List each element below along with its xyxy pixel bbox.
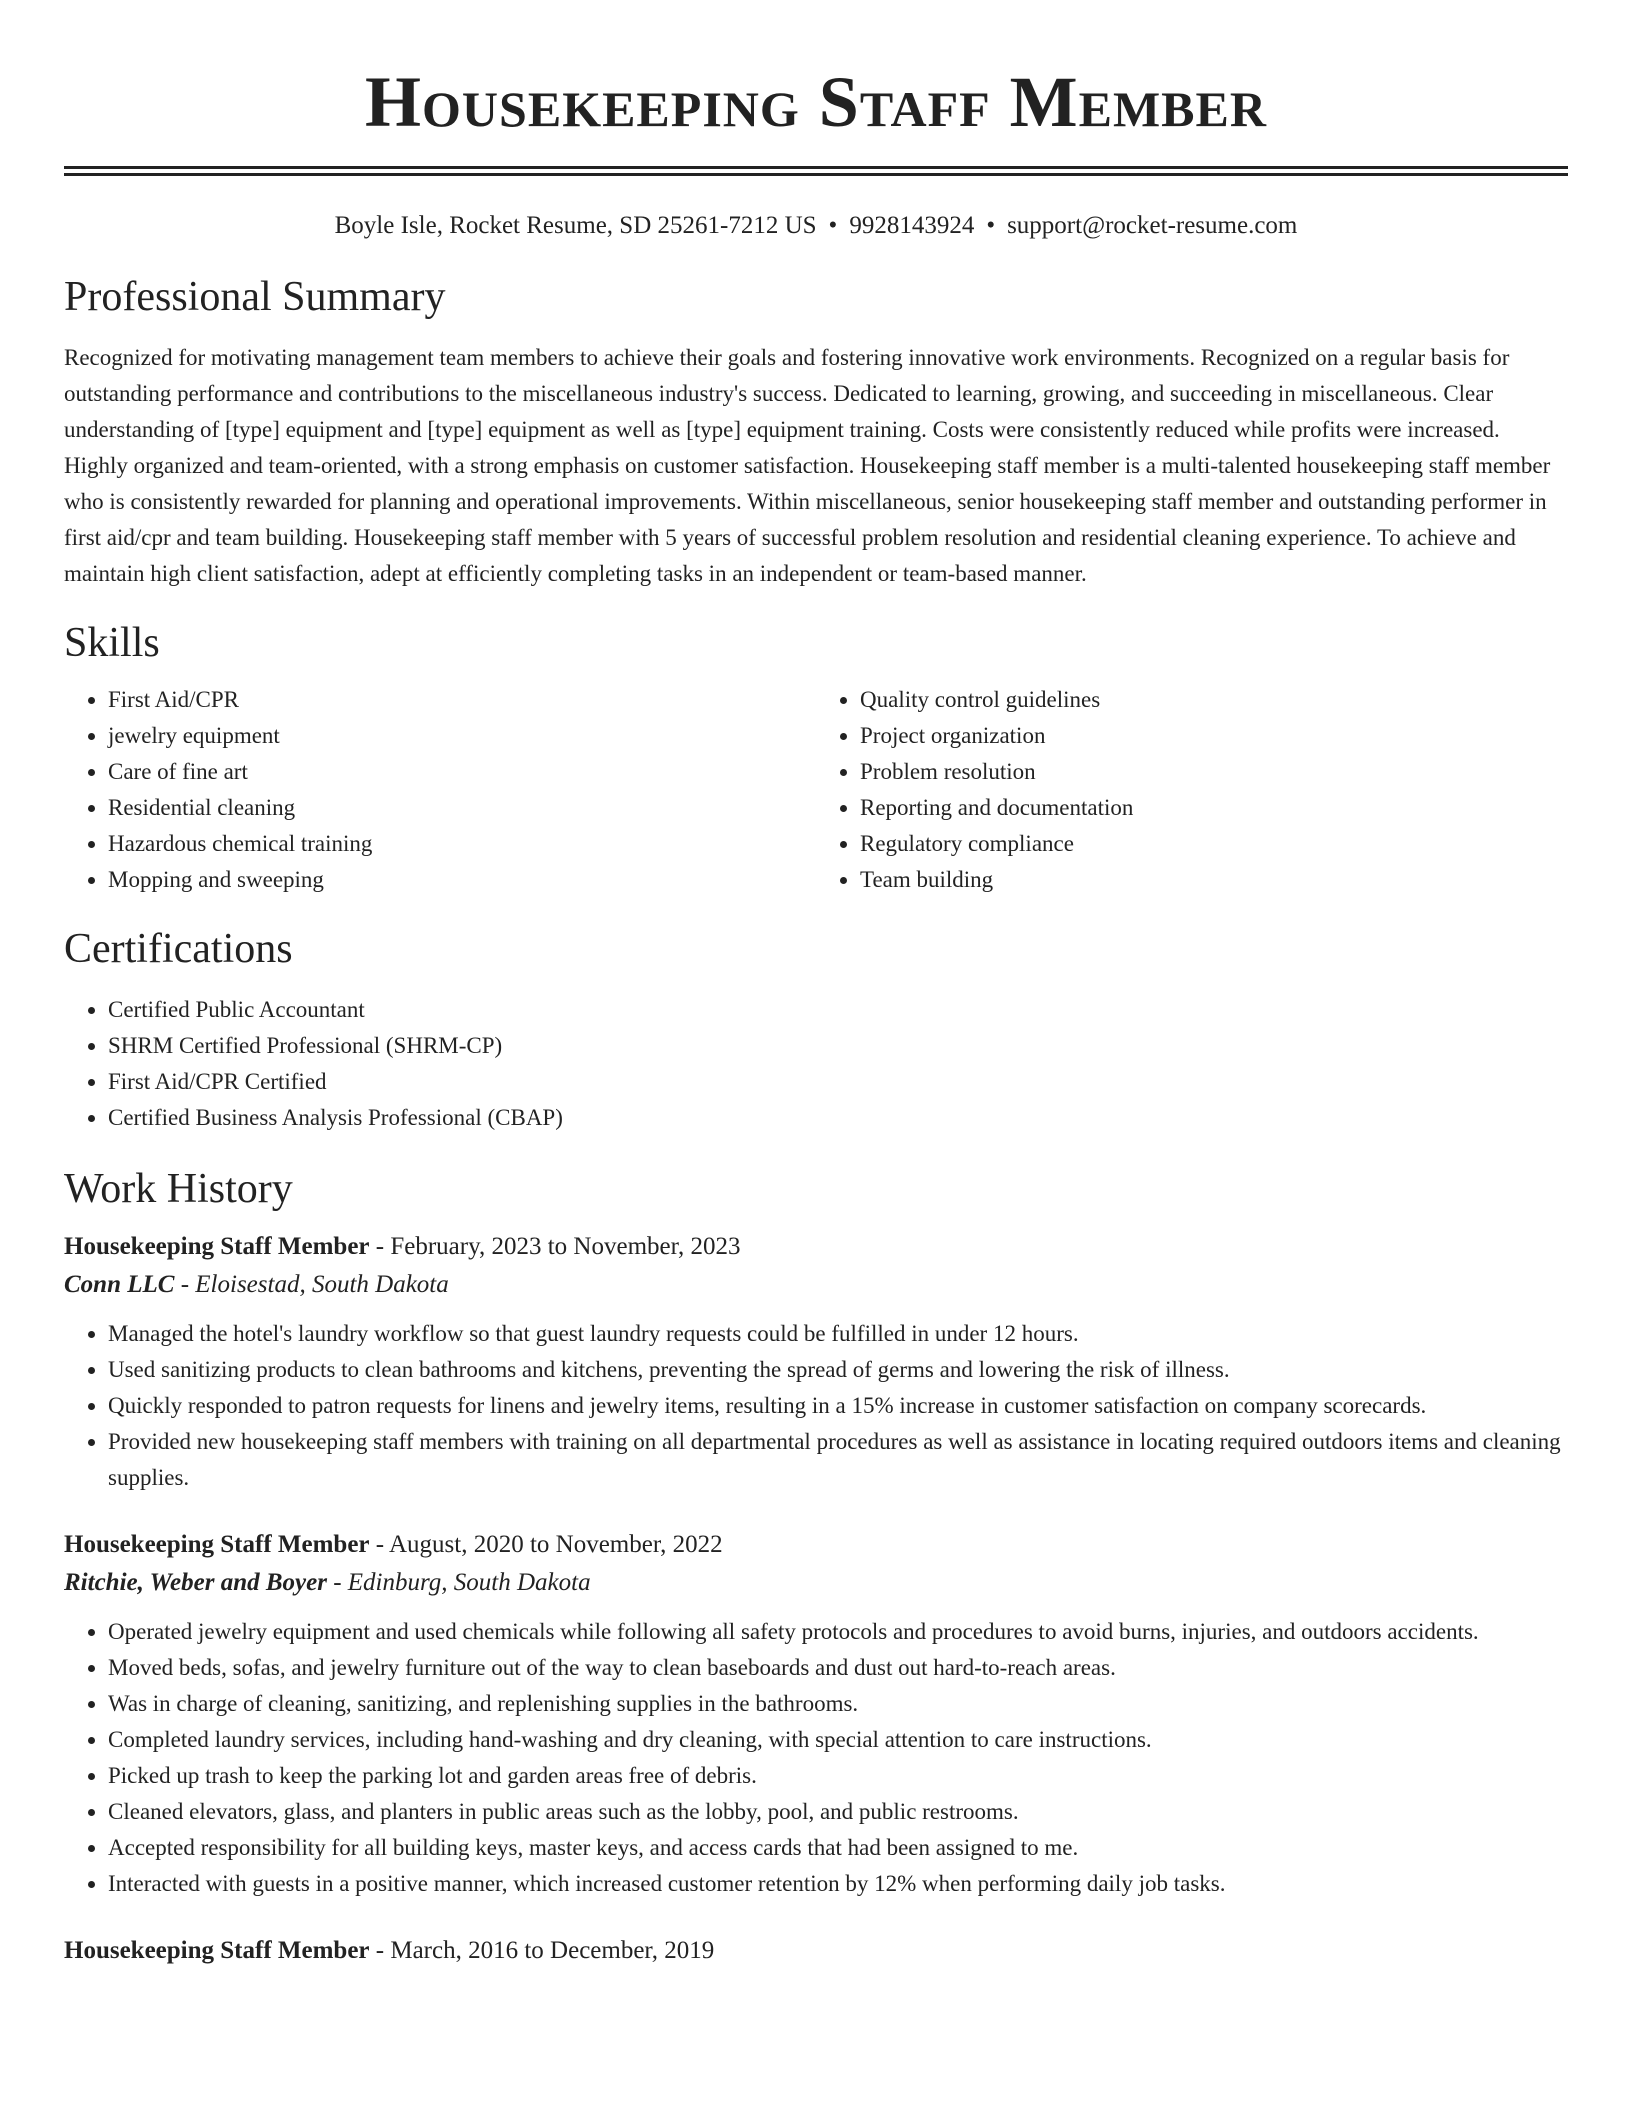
skill-item: • Problem resolution bbox=[860, 754, 1568, 790]
certification-item: • Certified Public Accountant bbox=[108, 992, 1568, 1028]
contact-email: support@rocket-resume.com bbox=[1007, 212, 1298, 239]
job-title: Housekeeping Staff Member bbox=[64, 1233, 370, 1260]
job-company: Ritchie, Weber and Boyer bbox=[64, 1569, 327, 1596]
certification-item: • SHRM Certified Professional (SHRM-CP) bbox=[108, 1028, 1568, 1064]
job-bullet: • Cleaned elevators, glass, and planters in public areas such as the lobby, pool, and public restrooms. bbox=[108, 1794, 1568, 1830]
job-bullet: • Picked up trash to keep the parking lot and garden areas free of debris. bbox=[108, 1758, 1568, 1794]
skills-left-column bbox=[64, 682, 816, 898]
job-bullet: • Operated jewelry equipment and used chemicals while following all safety protocols and procedures to avoid burns, injuries, and outdoors accidents. bbox=[108, 1614, 1568, 1650]
job-bullet: • Completed laundry services, including hand-washing and dry cleaning, with special attention to care instructions. bbox=[108, 1722, 1568, 1758]
job-location: - Edinburg, South Dakota bbox=[326, 1569, 591, 1596]
job-location: - Eloisestad, South Dakota bbox=[174, 1271, 449, 1298]
skill-item: • Team building bbox=[860, 862, 1568, 898]
job-title-line bbox=[64, 1526, 1568, 1564]
job-title: Housekeeping Staff Member bbox=[64, 1531, 370, 1558]
skill-item: • Project organization bbox=[860, 718, 1568, 754]
work-history-heading: Work History bbox=[64, 1166, 293, 1212]
skills-heading: Skills bbox=[64, 620, 160, 666]
job-bullet: • Provided new housekeeping staff members with training on all departmental procedures as well as assistance in locating required outdoors items and cleaning supplies. bbox=[108, 1424, 1568, 1496]
skill-item: • Regulatory compliance bbox=[860, 826, 1568, 862]
skill-item: • Quality control guidelines bbox=[860, 682, 1568, 718]
job-bullets bbox=[64, 1316, 1568, 1496]
contact-line bbox=[64, 210, 1568, 242]
job-bullet: • Interacted with guests in a positive manner, which increased customer retention by 12% when performing daily job tasks. bbox=[108, 1866, 1568, 1902]
skill-item: • Care of fine art bbox=[108, 754, 816, 790]
skill-item: • jewelry equipment bbox=[108, 718, 816, 754]
job-entry bbox=[64, 1228, 1568, 1496]
job-title-line bbox=[64, 1932, 1568, 1970]
job-bullet: • Accepted responsibility for all building keys, master keys, and access cards that had been assigned to me. bbox=[108, 1830, 1568, 1866]
summary-heading: Professional Summary bbox=[64, 274, 446, 320]
contact-phone: 9928143924 bbox=[849, 212, 975, 239]
contact-separator: • bbox=[828, 212, 838, 239]
skill-item: • Hazardous chemical training bbox=[108, 826, 816, 862]
skills-list bbox=[64, 682, 1568, 898]
job-bullets bbox=[64, 1614, 1568, 1902]
contact-address: Boyle Isle, Rocket Resume, SD 25261-7212 US bbox=[334, 212, 817, 239]
job-dates: - February, 2023 to November, 2023 bbox=[369, 1233, 741, 1260]
job-entry bbox=[64, 1526, 1568, 1902]
job-dates: - March, 2016 to December, 2019 bbox=[369, 1937, 715, 1964]
job-bullet: • Used sanitizing products to clean bathrooms and kitchens, preventing the spread of germs and lowering the risk of illness. bbox=[108, 1352, 1568, 1388]
job-title: Housekeeping Staff Member bbox=[64, 1937, 370, 1964]
header-divider bbox=[64, 166, 1568, 176]
job-dates: - August, 2020 to November, 2022 bbox=[369, 1531, 723, 1558]
candidate-name: Housekeeping Staff Member bbox=[365, 62, 1267, 142]
certifications-list bbox=[64, 992, 1568, 1136]
skill-item: • Reporting and documentation bbox=[860, 790, 1568, 826]
skill-item: • First Aid/CPR bbox=[108, 682, 816, 718]
summary-text: Recognized for motivating management team members to achieve their goals and fostering innovative work environments. Recognized on a regular basis for outstanding performance and contributions to the miscellaneous industry's success. Dedicated to learning, growing, and succeeding in miscellaneous. Clear understanding of [type] equipment and [type] equipment as well as [type] equipment training. Costs were consistently reduced while profits were increased. Highly organized and team-oriented, with a strong emphasis on customer satisfaction. Housekeeping staff member is a multi-talented housekeeping staff member who is consistently rewarded for planning and operational improvements. Within miscellaneous, senior housekeeping staff member and outstanding performer in first aid/cpr and team building. Housekeeping staff member with 5 years of successful problem resolution and residential cleaning experience. To achieve and maintain high client satisfaction, adept at efficiently completing tasks in an independent or team-based manner. bbox=[64, 345, 1551, 586]
job-company-line bbox=[64, 1564, 1568, 1602]
job-company: Conn LLC bbox=[64, 1271, 175, 1298]
job-bullet: • Managed the hotel's laundry workflow so that guest laundry requests could be fulfilled in under 12 hours. bbox=[108, 1316, 1568, 1352]
job-title-line bbox=[64, 1228, 1568, 1266]
skills-right-column bbox=[816, 682, 1568, 898]
certifications-heading: Certifications bbox=[64, 926, 293, 972]
skill-item: • Residential cleaning bbox=[108, 790, 816, 826]
skill-item: • Mopping and sweeping bbox=[108, 862, 816, 898]
job-bullet: • Quickly responded to patron requests for linens and jewelry items, resulting in a 15% increase in customer satisfaction on company scorecards. bbox=[108, 1388, 1568, 1424]
certification-item: • Certified Business Analysis Professional (CBAP) bbox=[108, 1100, 1568, 1136]
job-bullet: • Moved beds, sofas, and jewelry furniture out of the way to clean baseboards and dust out hard-to-reach areas. bbox=[108, 1650, 1568, 1686]
job-company-line bbox=[64, 1266, 1568, 1304]
job-entry bbox=[64, 1932, 1568, 1970]
certification-item: • First Aid/CPR Certified bbox=[108, 1064, 1568, 1100]
contact-separator: • bbox=[986, 212, 996, 239]
job-bullet: • Was in charge of cleaning, sanitizing, and replenishing supplies in the bathrooms. bbox=[108, 1686, 1568, 1722]
